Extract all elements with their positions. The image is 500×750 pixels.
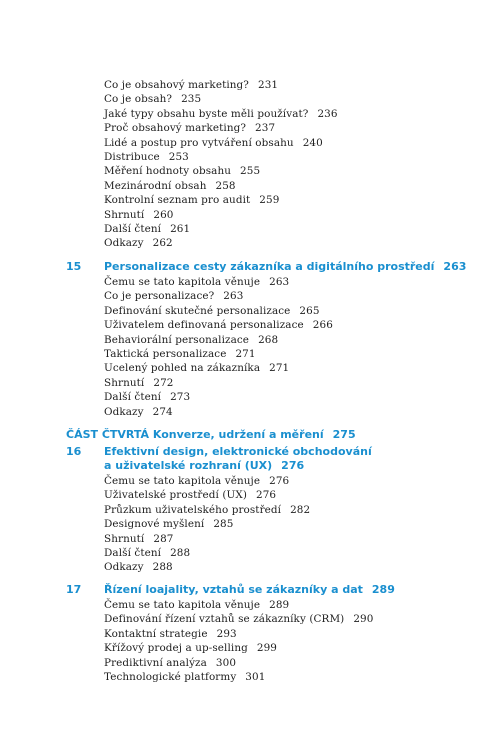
toc-entry: Co je obsah? 235: [104, 93, 202, 106]
chapter-title: Personalizace cesty zákazníka a digitálního prostředí 263: [104, 260, 467, 273]
toc-entry: Behaviorální personalizace 268: [104, 333, 279, 346]
toc-entry: Kontrolní seznam pro audit 259: [104, 194, 280, 207]
chapter-number: 16: [66, 445, 82, 458]
toc-entry: Odkazy 262: [104, 237, 173, 250]
toc-entry: Další čtení 261: [104, 223, 191, 235]
toc-entry: Čemu se tato kapitola věnuje 289: [104, 599, 290, 611]
toc-entry: Lidé a postup pro vytváření obsahu 240: [104, 136, 323, 149]
toc-entry: Jaké typy obsahu byste měli používat? 236: [104, 107, 338, 120]
toc-entry: Další čtení 273: [104, 391, 191, 404]
toc-entry: Proč obsahový marketing? 237: [104, 122, 276, 135]
toc-entry: Shrnutí 272: [104, 376, 174, 389]
toc-entry: Křížový prodej a up-selling 299: [104, 642, 278, 655]
toc-entry: Odkazy 288: [104, 561, 173, 574]
chapter-title: Efektivní design, elektronické obchodování: [104, 445, 372, 458]
toc-entry: Shrnutí 287: [104, 532, 174, 545]
toc-entry: Kontaktní strategie 293: [104, 627, 237, 640]
toc-entry: Průzkum uživatelského prostředí 282: [104, 503, 311, 516]
chapter-number: 17: [66, 583, 82, 596]
toc-entry: Uživatelem definovaná personalizace 266: [104, 319, 333, 332]
toc-entry: Další čtení 288: [104, 547, 191, 559]
toc-entry: Technologické platformy 301: [104, 671, 266, 683]
toc-entry: Uživatelské prostředí (UX) 276: [104, 489, 277, 502]
part-title: ČÁST ČTVRTÁ Konverze, udržení a měření 275: [66, 428, 356, 441]
chapter-title: Řízení loajality, vztahů se zákazníky a dat 289: [104, 583, 395, 596]
toc-entry: Mezinárodní obsah 258: [104, 179, 236, 192]
toc-entry: Distribuce 253: [104, 151, 189, 163]
chapter-number: 15: [66, 260, 82, 273]
chapter-title: a uživatelské rozhraní (UX) 276: [104, 459, 305, 472]
toc-entry: Ucelený pohled na zákazníka 271: [104, 362, 290, 375]
toc-entry: Designové myšlení 285: [104, 518, 234, 531]
toc-entry: Taktická personalizace 271: [104, 348, 256, 360]
toc-entry: Definování řízení vztahů se zákazníky (CRM) 290: [104, 613, 374, 626]
toc-entry: Čemu se tato kapitola věnuje 276: [104, 475, 290, 487]
toc-entry: Shrnutí 260: [104, 208, 174, 221]
toc-entry: Prediktivní analýza 300: [104, 656, 237, 669]
toc-entry: Co je personalizace? 263: [104, 290, 244, 303]
toc-entry: Co je obsahový marketing? 231: [104, 79, 279, 91]
toc-entry: Čemu se tato kapitola věnuje 263: [104, 276, 290, 288]
toc-entry: Měření hodnoty obsahu 255: [104, 165, 261, 178]
toc-entry: Definování skutečné personalizace 265: [104, 304, 320, 317]
toc-entry: Odkazy 274: [104, 405, 173, 418]
